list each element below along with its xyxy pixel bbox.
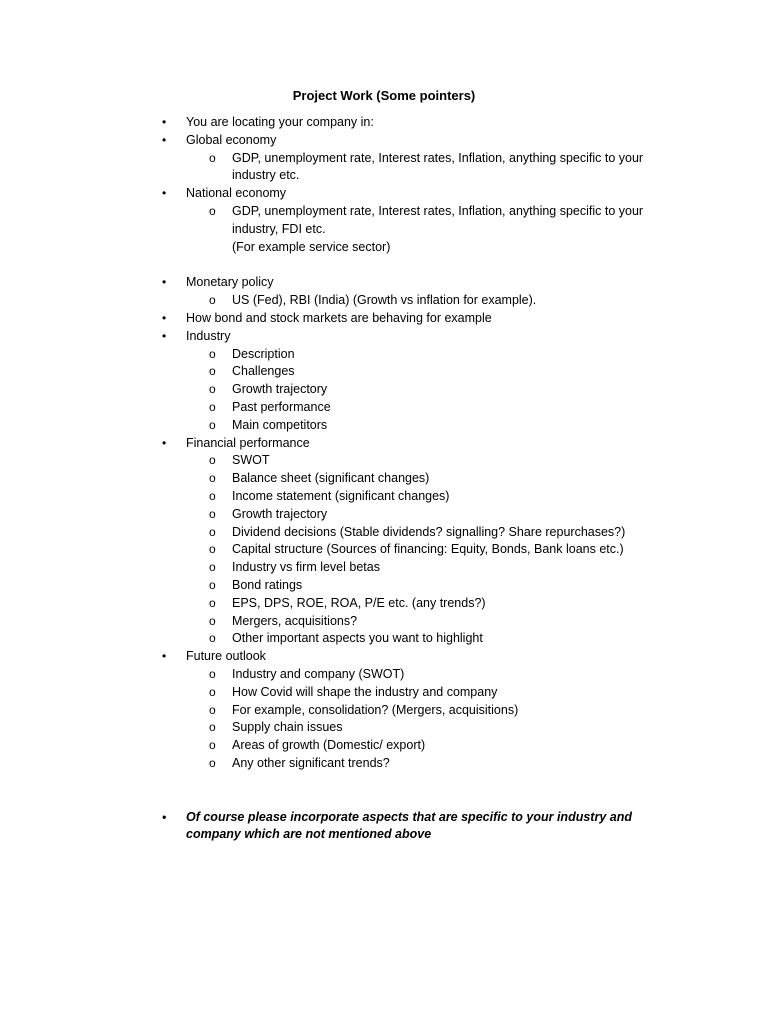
sub-bullet-icon: o	[209, 346, 216, 361]
bullet-icon: •	[162, 275, 167, 290]
sub-bullet-icon: o	[209, 488, 216, 503]
bullet-icon: •	[162, 809, 167, 824]
list-subitem: o Bond ratings	[0, 577, 672, 595]
list-subitem: o Challenges	[0, 363, 672, 381]
list-subitem: o Growth trajectory	[0, 381, 672, 399]
bullet-icon: •	[162, 310, 167, 325]
sub-bullet-icon: o	[209, 506, 216, 521]
list-subitem: o Supply chain issues	[0, 719, 672, 737]
list-subitem: o Main competitors	[0, 417, 672, 435]
pointer-list	[0, 114, 768, 844]
closing-note: • Of course please incorporate aspects that are specific to your industry and company which are not mentioned above	[162, 809, 632, 842]
list-subitem: o EPS, DPS, ROE, ROA, P/E etc. (any trends?)	[0, 595, 672, 613]
sub-bullet-icon: o	[209, 702, 216, 717]
bullet-icon: •	[162, 115, 167, 129]
sub-bullet-icon: o	[209, 560, 216, 575]
list-subitem: o Areas of growth (Domestic/ export)	[0, 737, 672, 755]
list-subitem: o Mergers, acquisitions?	[0, 613, 672, 631]
sub-bullet-icon: o	[209, 203, 216, 218]
list-subitem: o Balance sheet (significant changes)	[0, 470, 672, 488]
list-item: • National economy	[0, 185, 768, 203]
sub-bullet-icon: o	[209, 755, 216, 770]
sub-bullet-icon: o	[209, 364, 216, 379]
bullet-icon: •	[162, 186, 167, 201]
list-subitem: o GDP, unemployment rate, Interest rates, Inflation, anything specific to your industry, FDI etc. (For example service sector)	[209, 203, 644, 254]
sub-bullet-icon: o	[209, 631, 216, 646]
sub-bullet-icon: o	[209, 417, 216, 432]
sub-bullet-icon: o	[209, 595, 216, 610]
sub-bullet-icon: o	[209, 613, 216, 628]
list-subitem: o Income statement (significant changes)	[0, 488, 672, 506]
list-subitem: o Other important aspects you want to highlight	[0, 630, 672, 648]
list-subitem: o US (Fed), RBI (India) (Growth vs inflation for example).	[0, 292, 672, 310]
sub-bullet-icon: o	[209, 720, 216, 735]
sub-bullet-icon: o	[209, 382, 216, 397]
list-subitem: o GDP, unemployment rate, Interest rates, Inflation, anything specific to your industry etc.	[209, 150, 644, 183]
list-item: • Monetary policy	[0, 274, 768, 292]
list-subitem: o Past performance	[0, 399, 672, 417]
sub-bullet-icon: o	[209, 666, 216, 681]
sub-bullet-icon: o	[209, 577, 216, 592]
list-subitem: o Dividend decisions (Stable dividends? signalling? Share repurchases?)	[0, 524, 672, 542]
sub-bullet-icon: o	[209, 293, 216, 308]
list-subitem: o Growth trajectory	[0, 506, 672, 524]
list-item: • Future outlook	[0, 648, 768, 666]
list-subitem: o SWOT	[0, 452, 672, 470]
list-item: • Financial performance	[0, 435, 768, 453]
sub-bullet-icon: o	[209, 150, 216, 165]
list-subitem: o Industry and company (SWOT)	[0, 666, 672, 684]
bullet-icon: •	[162, 649, 167, 664]
bullet-icon: •	[162, 328, 167, 343]
page-title: Project Work (Some pointers)	[292, 88, 476, 103]
list-subitem: o Industry vs firm level betas	[0, 559, 672, 577]
sub-bullet-icon: o	[209, 471, 216, 486]
list-subitem: o Description	[0, 346, 672, 364]
sub-bullet-icon: o	[209, 542, 216, 557]
sub-bullet-icon: o	[209, 453, 216, 468]
bullet-icon: •	[162, 435, 167, 450]
sub-bullet-icon: o	[209, 738, 216, 753]
list-item: • How bond and stock markets are behaving for example	[0, 310, 768, 328]
list-subitem: o How Covid will shape the industry and company	[0, 684, 672, 702]
sub-bullet-icon: o	[209, 684, 216, 699]
sub-bullet-icon: o	[209, 524, 216, 539]
list-item: • Global economy	[0, 132, 768, 150]
list-subitem: o Capital structure (Sources of financing: Equity, Bonds, Bank loans etc.)	[0, 541, 672, 559]
list-item: • Industry	[0, 328, 768, 346]
sub-bullet-icon: o	[209, 399, 216, 414]
list-subitem: o For example, consolidation? (Mergers, acquisitions)	[0, 702, 672, 720]
list-item: • You are locating your company in:	[0, 114, 768, 132]
list-subitem: o Any other significant trends?	[0, 755, 672, 773]
bullet-icon: •	[162, 132, 167, 147]
